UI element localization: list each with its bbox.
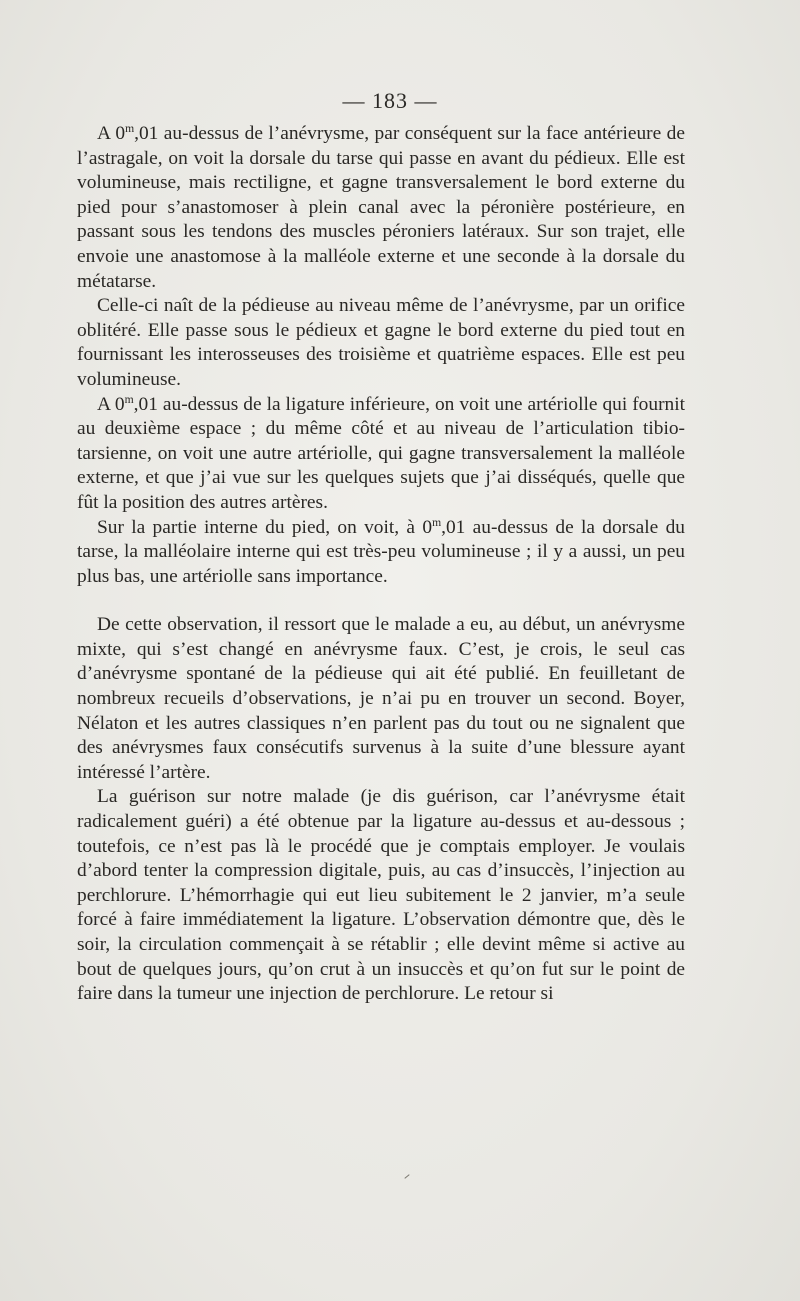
paragraph-observation: De cette observation, il ressort que le malade a eu, au début, un anévrysme mixte, qui s’est changé en anévrysme faux. C’est, je crois, le seul cas d’anévrysme spontané de la pédieuse qui ait été publié. En feuilletant de nombreux recueils d’observations, je n’ai pu en trouver un second. Boyer, Nélaton et les autres classiques n’en parlent pas du tout ou ne signalent que des anévrysmes faux consécutifs survenus à la suite d’une blessure ayant intéressé l’artère.	[77, 614, 685, 783]
page-number: — 183 —	[342, 88, 438, 113]
paragraph-celle-ci: Celle-ci naît de la pédieuse au niveau même de l’anévrysme, par un orifice oblitéré. Elle passe sous le pédieux et gagne le bord externe du pied tout en fournissant les interosseuses des troisième et quatrième espaces. Elle est peu volumineuse.	[77, 295, 685, 390]
body-text	[77, 122, 685, 1007]
paragraph-ligature-inferieure: A 0$^m$,01 au-dessus de la ligature inférieure, on voit une artériolle qui fournit au deuxième espace ; du même côté et au niveau de l’articulation tibio-tarsienne, on voit une autre artériolle, qui gagne transversalement la malléole externe, et que j’ai vue sur les quelques sujets que j’ai disséqués, quelle que fût la position des autres artères.	[77, 392, 685, 513]
ink-mark	[404, 1174, 409, 1179]
paragraph-dorsale-du-tarse: A 0$^m$,01 au-dessus de l’anévrysme, par conséquent sur la face antérieure de l’astragale, on voit la dorsale du tarse qui passe en avant du pédieux. Elle est volumineuse, mais rectiligne, et gagne transversalement le bord externe du pied pour s’anastomoser à plein canal avec la péronière postérieure, en passant sous les tendons des muscles péroniers latéraux. Sur son trajet, elle envoie une anastomose à la malléole externe et une seconde à la dorsale du métatarse.	[77, 122, 685, 292]
paragraph-guerison: La guérison sur notre malade (je dis guérison, car l’anévrysme était radicalement guéri) a été obtenue par la ligature au-dessus et au-dessous ; toutefois, ce n’est pas là le procédé que je comptais employer. Je voulais d’abord tenter la compression digitale, puis, au cas d’insuccès, l’injection au perchlorure. L’hémorrhagie qui eut lieu subitement le 2 janvier, m’a seule forcé à faire immédiatement la ligature. L’observation démontre que, dès le soir, la circulation commençait à se rétablir ; elle devint même si active au bout de quelques jours, qu’on crut à un insuccès et qu’on fut sur le point de faire dans la tumeur une injection de perchlorure. Le retour si	[77, 786, 685, 1005]
paragraph-partie-interne: Sur la partie interne du pied, on voit, à 0$^m$,01 au-dessus de la dorsale du tarse, la malléolaire interne qui est très-peu volumineuse ; il y a aussi, un peu plus bas, une artériolle sans importance.	[77, 515, 685, 587]
